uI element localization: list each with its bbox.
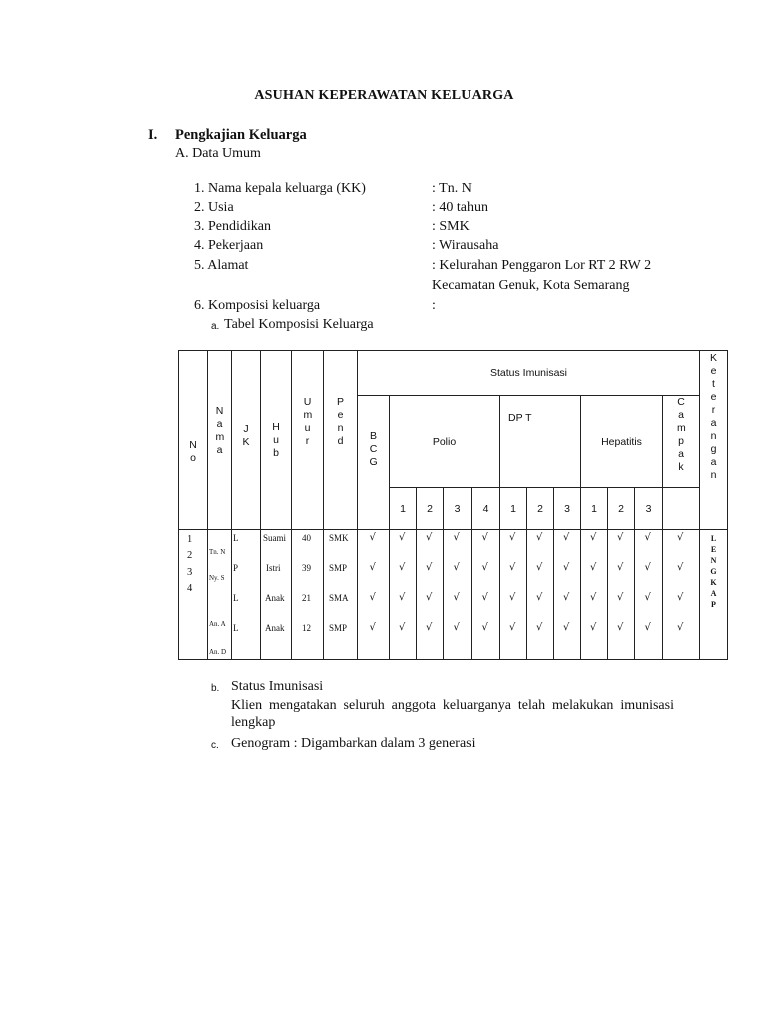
header-no: No <box>179 351 208 530</box>
field-value-nama: : Tn. N <box>432 181 472 196</box>
dpt-dose-1: 1 <box>500 488 527 530</box>
field-value-pekerjaan: : Wirausaha <box>432 238 499 253</box>
jk-4: L <box>233 623 239 633</box>
check-mark: √ <box>369 532 376 543</box>
hep-dose-3: 3 <box>635 488 663 530</box>
hub-4: Anak <box>265 623 285 633</box>
field-label-usia: 2. Usia <box>194 200 234 215</box>
col-dpt-1 <box>500 530 527 660</box>
col-keterangan <box>700 530 728 660</box>
polio-dose-1: 1 <box>390 488 417 530</box>
no-3: 3 <box>187 567 193 578</box>
col-polio-1 <box>390 530 417 660</box>
keterangan-value: LENGKAP <box>710 534 717 609</box>
table-caption: Tabel Komposisi Keluarga <box>224 317 374 332</box>
status-imunisasi-text-line2: lengkap <box>231 715 276 730</box>
field-label-alamat: 5. Alamat <box>194 258 249 273</box>
check-mark: √ <box>426 592 433 603</box>
check-mark: √ <box>677 562 684 573</box>
check-mark: √ <box>426 622 433 633</box>
check-mark: √ <box>590 532 597 543</box>
hep-dose-2: 2 <box>608 488 635 530</box>
col-hep-3 <box>635 530 663 660</box>
check-mark: √ <box>453 562 460 573</box>
polio-dose-2: 2 <box>417 488 444 530</box>
header-keterangan: Keterangan <box>700 351 728 530</box>
header-jk: JK <box>232 351 261 530</box>
umur-4: 12 <box>302 623 311 633</box>
check-mark: √ <box>399 562 406 573</box>
field-value-pendidikan: : SMK <box>432 219 470 234</box>
col-dpt-3 <box>554 530 581 660</box>
subsection-title: A. Data Umum <box>175 146 261 161</box>
check-mark: √ <box>399 532 406 543</box>
jk-1: L <box>233 533 239 543</box>
section-number: I. <box>148 127 158 143</box>
header-hub: Hub <box>261 351 292 530</box>
section-title: Pengkajian Keluarga <box>175 127 307 143</box>
jk-2: P <box>233 563 239 573</box>
polio-dose-4: 4 <box>472 488 500 530</box>
check-mark: √ <box>677 622 684 633</box>
no-1: 1 <box>187 534 193 545</box>
check-mark: √ <box>426 532 433 543</box>
nama-3: An. A <box>209 620 226 628</box>
jk-3: L <box>233 593 239 603</box>
check-mark: √ <box>399 622 406 633</box>
check-mark: √ <box>481 622 488 633</box>
check-mark: √ <box>509 622 516 633</box>
komposisi-table <box>178 350 728 660</box>
header-hepatitis: Hepatitis <box>581 396 663 488</box>
document-title: ASUHAN KEPERAWATAN KELUARGA <box>254 88 514 103</box>
col-umur <box>292 530 324 660</box>
check-mark: √ <box>426 562 433 573</box>
check-mark: √ <box>563 532 570 543</box>
check-mark: √ <box>590 592 597 603</box>
pend-1: SMK <box>329 533 349 543</box>
field-value-usia: : 40 tahun <box>432 200 488 215</box>
check-mark: √ <box>453 592 460 603</box>
check-mark: √ <box>481 592 488 603</box>
col-no <box>179 530 208 660</box>
col-polio-2 <box>417 530 444 660</box>
genogram-text: Genogram : Digambarkan dalam 3 generasi <box>231 736 476 751</box>
header-polio: Polio <box>390 396 500 488</box>
check-mark: √ <box>563 622 570 633</box>
col-hep-2 <box>608 530 635 660</box>
umur-3: 21 <box>302 593 311 603</box>
header-pend: Pend <box>324 351 358 530</box>
col-hep-1 <box>581 530 608 660</box>
field-label-pekerjaan: 4. Pekerjaan <box>194 238 264 253</box>
check-mark: √ <box>481 532 488 543</box>
check-mark: √ <box>369 622 376 633</box>
col-polio-4 <box>472 530 500 660</box>
pend-2: SMP <box>329 563 348 573</box>
check-mark: √ <box>536 532 543 543</box>
header-nama: Nama <box>208 351 232 530</box>
check-mark: √ <box>644 622 651 633</box>
field-value-komposisi: : <box>432 298 436 313</box>
check-mark: √ <box>617 562 624 573</box>
umur-1: 40 <box>302 533 311 543</box>
caption-letter: a. <box>211 321 220 332</box>
pend-3: SMA <box>329 593 349 603</box>
check-mark: √ <box>563 562 570 573</box>
check-mark: √ <box>509 592 516 603</box>
check-mark: √ <box>644 562 651 573</box>
hub-1: Suami <box>263 533 287 543</box>
check-mark: √ <box>590 562 597 573</box>
check-mark: √ <box>536 592 543 603</box>
header-status-imunisasi: Status Imunisasi <box>358 351 700 396</box>
check-mark: √ <box>617 532 624 543</box>
col-hub <box>261 530 292 660</box>
nama-2: Ny. S <box>209 574 225 582</box>
hep-dose-1: 1 <box>581 488 608 530</box>
pend-4: SMP <box>329 623 348 633</box>
check-mark: √ <box>369 592 376 603</box>
col-jk <box>232 530 261 660</box>
check-mark: √ <box>617 592 624 603</box>
check-mark: √ <box>590 622 597 633</box>
check-mark: √ <box>369 562 376 573</box>
field-label-pendidikan: 3. Pendidikan <box>194 219 271 234</box>
no-2: 2 <box>187 550 193 561</box>
col-pend <box>324 530 358 660</box>
check-mark: √ <box>617 622 624 633</box>
dpt-dose-3: 3 <box>554 488 581 530</box>
nama-1: Tn. N <box>209 548 226 556</box>
polio-dose-3: 3 <box>444 488 472 530</box>
col-polio-3 <box>444 530 472 660</box>
col-campak <box>663 530 700 660</box>
check-mark: √ <box>509 562 516 573</box>
check-mark: √ <box>644 532 651 543</box>
check-mark: √ <box>481 562 488 573</box>
field-value-alamat-line2: Kecamatan Genuk, Kota Semarang <box>432 278 630 293</box>
col-bcg <box>358 530 390 660</box>
check-mark: √ <box>563 592 570 603</box>
field-label-komposisi: 6. Komposisi keluarga <box>194 298 321 313</box>
nama-4: An. D <box>209 648 227 656</box>
check-mark: √ <box>453 532 460 543</box>
no-4: 4 <box>187 583 193 594</box>
check-mark: √ <box>644 592 651 603</box>
hub-3: Anak <box>265 593 285 603</box>
header-bcg: BCG <box>358 396 390 530</box>
col-nama <box>208 530 232 660</box>
dpt-dose-2: 2 <box>527 488 554 530</box>
field-label-nama: 1. Nama kepala keluarga (KK) <box>194 181 366 196</box>
col-dpt-2 <box>527 530 554 660</box>
field-value-alamat: : Kelurahan Penggaron Lor RT 2 RW 2 <box>432 258 652 273</box>
table-data-row <box>179 530 728 660</box>
header-campak: Campak <box>663 396 700 488</box>
status-imunisasi-text: Klien mengatakan seluruh anggota keluarganya telah melakukan imunisasi <box>231 698 674 713</box>
check-mark: √ <box>399 592 406 603</box>
header-dpt: DP T <box>500 396 581 488</box>
hub-2: Istri <box>266 563 281 573</box>
check-mark: √ <box>453 622 460 633</box>
check-mark: √ <box>677 592 684 603</box>
campak-dose <box>663 488 700 530</box>
umur-2: 39 <box>302 563 311 573</box>
header-umur: Umur <box>292 351 324 530</box>
status-imunisasi-title: Status Imunisasi <box>231 679 324 694</box>
check-mark: √ <box>536 562 543 573</box>
check-mark: √ <box>536 622 543 633</box>
genogram-letter: c. <box>211 740 219 751</box>
check-mark: √ <box>509 532 516 543</box>
check-mark: √ <box>677 532 684 543</box>
status-letter: b. <box>211 683 220 694</box>
